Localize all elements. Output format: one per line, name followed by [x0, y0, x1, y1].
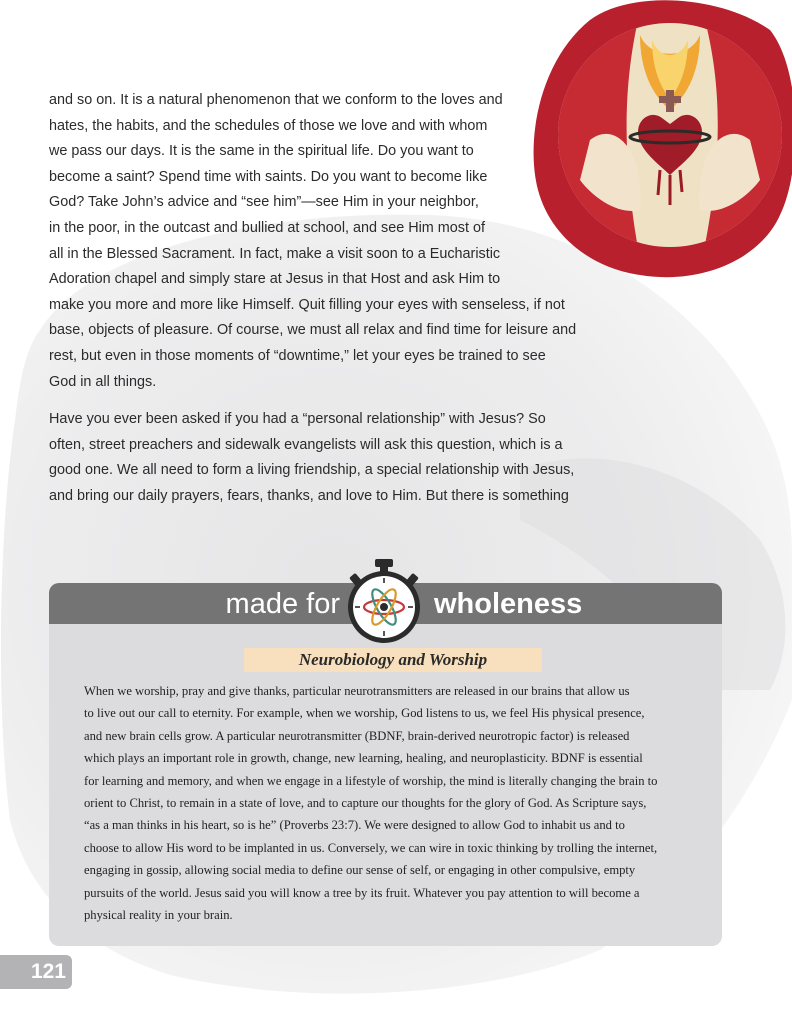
sidebar-line: orient to Christ, to remain in a state of love, and to capture our thoughts for the glory of God. As Scripture says, — [84, 796, 647, 811]
sidebar-line: choose to allow His word to be implanted in us. Conversely, we can wire in toxic thinking by trolling the internet, — [84, 840, 658, 855]
sidebar-title-highlight — [244, 648, 542, 672]
stopwatch-atom-icon — [344, 559, 424, 645]
paragraph — [49, 88, 619, 395]
text-line: and bring our daily prayers, fears, thanks, and love to Him. But there is something — [49, 487, 569, 504]
sidebar-line: and new brain cells grow. A particular neurotransmitter (BDNF, brain-derived neurotropic factor) is released — [84, 728, 630, 743]
text-line: God in all things. — [49, 373, 157, 390]
text-line: we pass our days. It is the same in the spiritual life. Do you want to — [49, 143, 474, 160]
sidebar-line: When we worship, pray and give thanks, particular neurotransmitters are released in our brains that allow us — [84, 684, 630, 698]
sidebar-line: which plays an important role in growth, change, new learning, healing, and neuroplasticity. BDNF is essential — [84, 751, 643, 766]
sidebar-line: pursuits of the world. Jesus said you will know a tree by its fruit. Whatever you pay attention to will become a — [84, 885, 640, 900]
text-line: make you more and more like Himself. Quit filling your eyes with senseless, if not — [49, 296, 565, 313]
text-line: all in the Blessed Sacrament. In fact, make a visit soon to a Eucharistic — [49, 245, 501, 262]
sidebar-line: “as a man thinks in his heart, so is he” (Proverbs 23:7). We were designed to allow God to inhabit us and to — [84, 818, 625, 833]
text-line: rest, but even in those moments of “downtime,” let your eyes be trained to see — [49, 347, 546, 364]
sidebar-line: physical reality in your brain. — [84, 908, 233, 923]
text-line: in the poor, in the outcast and bullied at school, and see Him most of — [49, 219, 485, 236]
sidebar-header-left: made for — [225, 588, 340, 620]
text-line: become a saint? Spend time with saints. Do you want to become like — [49, 168, 488, 185]
sidebar-line: engaging in gossip, allowing social media to define our sense of self, or engaging in other compulsive, empty — [84, 863, 636, 878]
sidebar-title: Neurobiology and Worship — [298, 650, 488, 669]
text-line: Have you ever been asked if you had a “personal relationship” with Jesus? So — [49, 411, 546, 428]
text-line: and so on. It is a natural phenomenon that we conform to the loves and — [49, 92, 503, 108]
sidebar-line: to live out our call to eternity. For example, when we worship, God listens to us, we feel His physical presence, — [84, 706, 645, 721]
text-line: base, objects of pleasure. Of course, we must all relax and find time for leisure and — [49, 322, 577, 339]
text-line: hates, the habits, and the schedules of those we love and with whom — [49, 117, 488, 134]
main-text — [49, 88, 619, 522]
page-number: 121 — [30, 960, 66, 983]
sidebar-line: for learning and memory, and when we engage in a lifestyle of worship, the mind is literally changing the brain to — [84, 773, 658, 788]
sidebar-header-right: wholeness — [434, 588, 583, 620]
sidebar-body — [84, 680, 699, 926]
paragraph — [49, 407, 619, 509]
text-line: good one. We all need to form a living friendship, a special relationship with Jesus, — [49, 462, 575, 479]
text-line: God? Take John’s advice and “see him”—see Him in your neighbor, — [49, 194, 479, 211]
text-line: Adoration chapel and simply stare at Jesus in that Host and ask Him to — [49, 271, 501, 288]
text-line: often, street preachers and sidewalk evangelists will ask this question, which is a — [49, 436, 563, 453]
